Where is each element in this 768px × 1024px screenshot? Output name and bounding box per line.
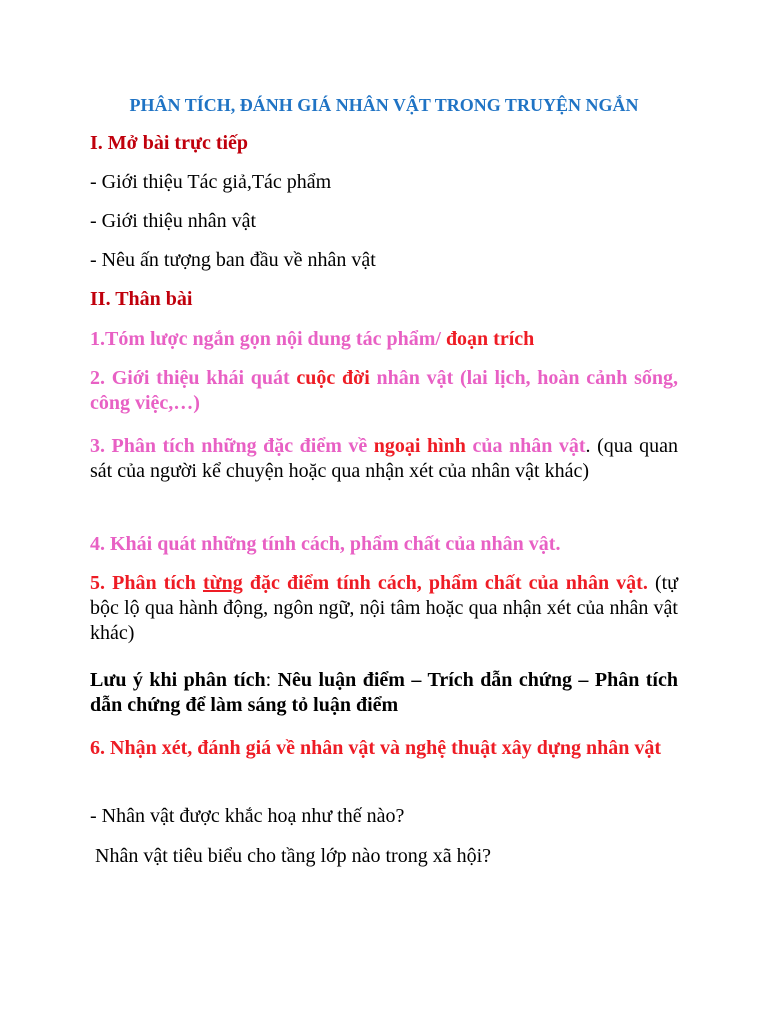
item-5-note: (tự bộc lộ qua hành động, ngôn ngữ, nội tâm hoặc qua nhận xét của nhân vật khác): [90, 572, 679, 644]
item-3-note: (qua quan sát của người kể chuyện hoặc qua nhận xét của nhân vật khác): [90, 435, 679, 482]
item-1-summary: [90, 327, 678, 352]
item-3-after: của nhân vật: [465, 435, 586, 457]
bullet-author-work: - Giới thiệu Tác giả,Tác phẩm: [90, 171, 332, 193]
analysis-note: [90, 668, 678, 718]
analysis-note-label: Lưu ý khi phân tích: [90, 669, 266, 691]
bullet-character: - Giới thiệu nhân vật: [90, 210, 257, 232]
analysis-note-colon: :: [265, 669, 278, 691]
item-5-underlined: từng: [202, 572, 243, 594]
section-2-heading: II. Thân bài: [90, 288, 193, 310]
item-5-before: 5. Phân tích: [90, 572, 203, 594]
bullet-first-impression: - Nêu ấn tượng ban đầu về nhân vật: [90, 249, 376, 271]
item-5-after: đặc điểm tính cách, phẩm chất của nhân vật.: [242, 572, 648, 594]
item-2-life: [90, 366, 678, 416]
item-1-text: 1.Tóm lược ngắn gọn nội dung tác phẩm/: [90, 328, 446, 350]
item-1-highlight: đoạn trích: [445, 328, 535, 350]
item-3-highlight: ngoại hình: [373, 435, 466, 457]
item-6-question-2: Nhân vật tiêu biểu cho tầng lớp nào trong xã hội?: [90, 845, 492, 867]
item-3-appearance: [90, 434, 678, 484]
item-4-traits: 4. Khái quát những tính cách, phẩm chất của nhân vật.: [90, 533, 561, 555]
item-6-heading: 6. Nhận xét, đánh giá về nhân vật và nghệ thuật xây dựng nhân vật: [90, 737, 662, 759]
section-1-heading: I. Mở bài trực tiếp: [90, 132, 249, 154]
document-title: PHÂN TÍCH, ĐÁNH GIÁ NHÂN VẬT TRONG TRUYỆN NGẮN: [129, 95, 639, 115]
item-5-analysis: [90, 571, 678, 646]
item-6-question-1: - Nhân vật được khắc hoạ như thế nào?: [90, 805, 405, 827]
item-2-before: 2. Giới thiệu khái quát: [90, 367, 297, 389]
item-3-period: .: [585, 435, 591, 457]
item-2-highlight: cuộc đời: [296, 367, 370, 389]
item-3-before: 3. Phân tích những đặc điểm về: [90, 435, 374, 457]
analysis-note-text: Nêu luận điểm – Trích dẫn chứng – Phân tích dẫn chứng để làm sáng tỏ luận điểm: [90, 669, 678, 716]
item-2-after: nhân vật (lai lịch, hoàn cảnh sống, công việc,…): [90, 367, 678, 414]
